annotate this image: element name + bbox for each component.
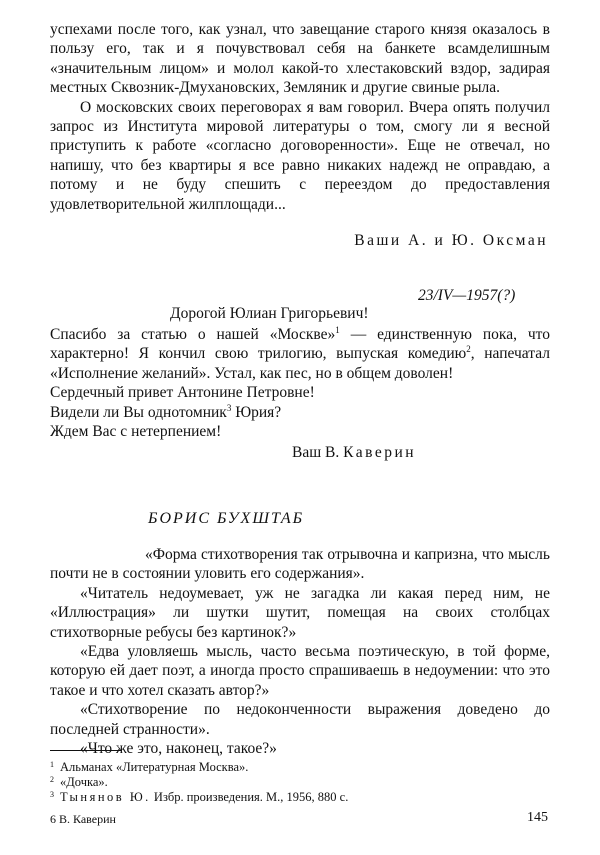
footnote: $^1$ Альманах «Литературная Москва». [50, 760, 249, 774]
footnote: $^2$ «Дочка». [50, 775, 108, 789]
paragraph: О московских своих переговорах я вам говорил. Вчера опять получил запрос из Института мировой литературы о том, смогу ли я весной приступить к работе «согласно договоренности». Еще не отвечал, но напишу, что без квартиры я все равно никаких надежд не оправдаю, а потому и не буду спешить с переездом до предоставления удовлетворительной жилплощади... [50, 98, 550, 213]
salutation: Дорогой Юлиан Григорьевич! [170, 305, 369, 322]
letter-oksman-ending [50, 20, 550, 214]
quote: «Едва уловляешь мысль, часто весьма поэтическую, в той форме, которую ей дает поэт, а иногда просто спрашиваешь в недоумении: что это такое и что хотел сказать автор?» [50, 643, 550, 699]
footnote-ref: 1 [335, 325, 340, 335]
paragraph: Ждем Вас с нетерпением! [50, 423, 222, 441]
paragraph: успехами после того, как узнал, что завещание старого князя оказалось в пользу его, так и я почувствовал себя на банкете всамделишным «значительным лицом» и молол какой-то хлестаковский вздор, задирая местных Сквозник-Дмухановских, Земляник и другие свиные рыла. [50, 21, 550, 97]
footnote: $^3$ Тынянов Ю. Избр. произведения. М., 1956, 880 с. [50, 790, 349, 804]
quote: «Форма стихотворения так отрывочна и капризна, что мысль почти не в состоянии уловить его содержания». [50, 546, 550, 583]
letter-date: 23/IV—1957(?) [418, 287, 516, 304]
quote: «Стихотворение по недоконченности выражения доведено до последней странности». [50, 701, 550, 738]
section-heading: БОРИС БУХШТАБ [148, 510, 305, 527]
letter-kaverin-body [50, 325, 550, 441]
paragraph: Видели ли Вы однотомник$^3$ Юрия? [50, 402, 282, 421]
paragraph: Сердечный привет Антонине Петровне! [50, 384, 315, 402]
page-number: 145 [527, 810, 548, 825]
footnote-ref: 2 [466, 344, 471, 355]
quote: «Что же это, наконец, такое?» [80, 740, 277, 758]
paragraph: Спасибо за статью о нашей «Москве»$^1$ — единственную пока, что характерно! Я кончил свою трилогию, выпуская комедию$^2$, напечатал «Исполнение желаний». Устал, как пес, но в общем доволен! [50, 325, 550, 382]
signature-oksman: Ваши А. и Ю. Оксман [354, 232, 548, 249]
signature-kaverin: Ваш В. Каверин [292, 444, 417, 461]
quotes-block [50, 545, 550, 758]
signature-mark: 6 В. Каверин [50, 812, 116, 826]
footnote-ref: 3 [226, 402, 232, 413]
quote: «Читатель недоумевает, уж не загадка ли какая перед ним, не «Иллюстрация» ли шутки шутит, помещая на своих столбцах стихотворные ребусы без картинок?» [50, 584, 550, 641]
footnote-divider [50, 750, 122, 751]
